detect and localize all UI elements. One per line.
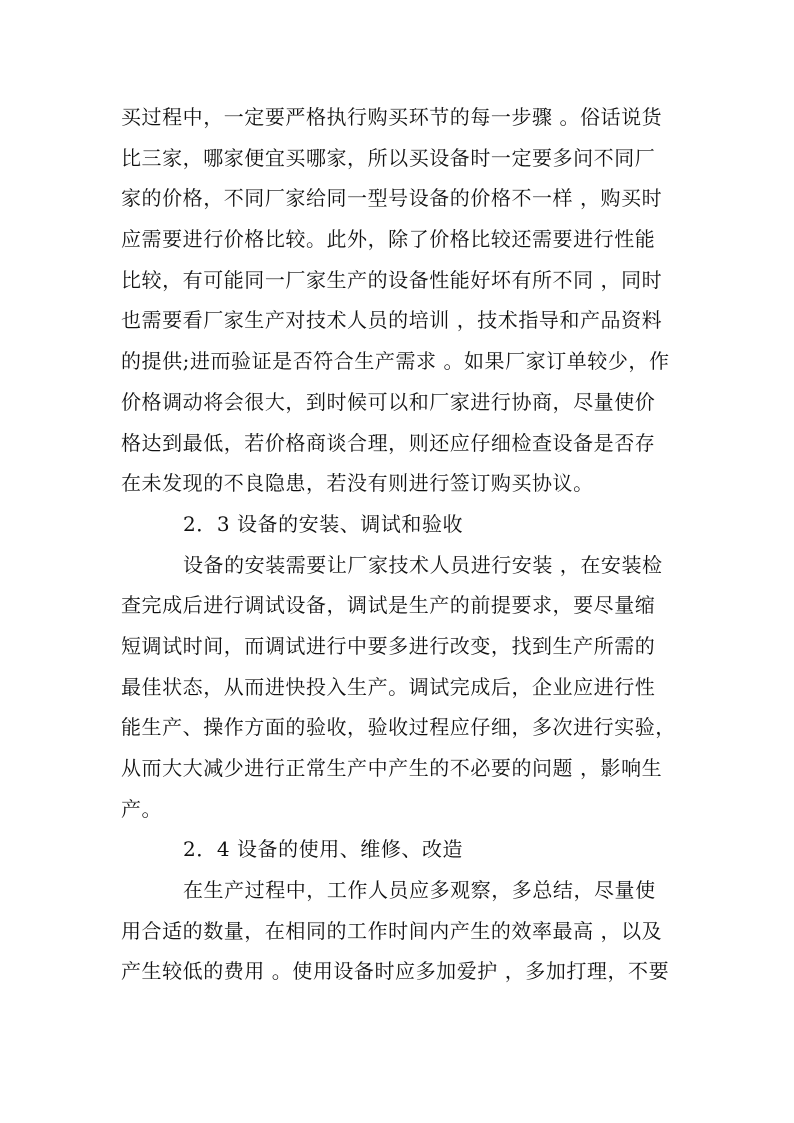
paragraph-purchase-process bbox=[121, 97, 681, 504]
text-line: 短调试时间，而调试进行中要多进行改变，找到生产所需的 bbox=[121, 633, 656, 658]
paragraph-installation-debugging bbox=[121, 545, 681, 830]
document-body bbox=[121, 97, 681, 992]
text-line: 产。 bbox=[121, 796, 163, 821]
text-line: 格达到最低，若价格商谈合理，则还应仔细检查设备是否存 bbox=[121, 430, 656, 455]
text-line: 买过程中，一定要严格执行购买环节的每一步骤 。俗话说货 bbox=[121, 105, 663, 129]
text-line: 也需要看厂家生产对技术人员的培训 ，技术指导和产品资料 bbox=[121, 308, 663, 333]
text-line: 从而大大减少进行正常生产中产生的不必要的问题 ，影响生 bbox=[121, 756, 663, 780]
section-heading-2-4: 2．4 设备的使用、维修、改造 bbox=[183, 837, 464, 862]
text-line: 用合适的数量，在相同的工作时间内产生的效率最高 ，以及 bbox=[121, 918, 663, 943]
text-line: 在未发现的不良隐患，若没有则进行签订购买协议。 bbox=[121, 471, 594, 496]
text-line: 设备的安装需要让厂家技术人员进行安装 ，在安装检 bbox=[183, 552, 663, 577]
text-line: 家的价格，不同厂家给同一型号设备的价格不一样 ，购买时 bbox=[121, 186, 663, 211]
text-line: 查完成后进行调试设备，调试是生产的前提要求，要尽量缩 bbox=[121, 593, 656, 618]
text-line: 能生产、操作方面的验收，验收过程应仔细，多次进行实验， bbox=[121, 715, 676, 740]
text-line: 应需要进行价格比较。此外，除了价格比较还需要进行性能 bbox=[121, 227, 656, 252]
text-line: 产生较低的费用 。使用设备时应多加爱护 ，多加打理，不要 bbox=[121, 959, 670, 984]
text-line: 在生产过程中，工作人员应多观察，多总结，尽量使 bbox=[183, 878, 656, 903]
paragraph-usage-maintenance bbox=[121, 870, 681, 992]
text-line: 的提供;进而验证是否符合生产需求 。如果厂家订单较少，作 bbox=[121, 349, 670, 374]
section-heading-2-3: 2．3 设备的安装、调试和验收 bbox=[183, 511, 464, 536]
text-line: 最佳状态，从而进快投入生产。调试完成后，企业应进行性 bbox=[121, 674, 656, 699]
text-line: 比三家，哪家便宜买哪家，所以买设备时一定要多问不同厂 bbox=[121, 145, 656, 170]
text-line: 比较，有可能同一厂家生产的设备性能好坏有所不同 ，同时 bbox=[121, 267, 663, 292]
text-line: 价格调动将会很大，到时候可以和厂家进行协商，尽量使价 bbox=[121, 389, 656, 414]
